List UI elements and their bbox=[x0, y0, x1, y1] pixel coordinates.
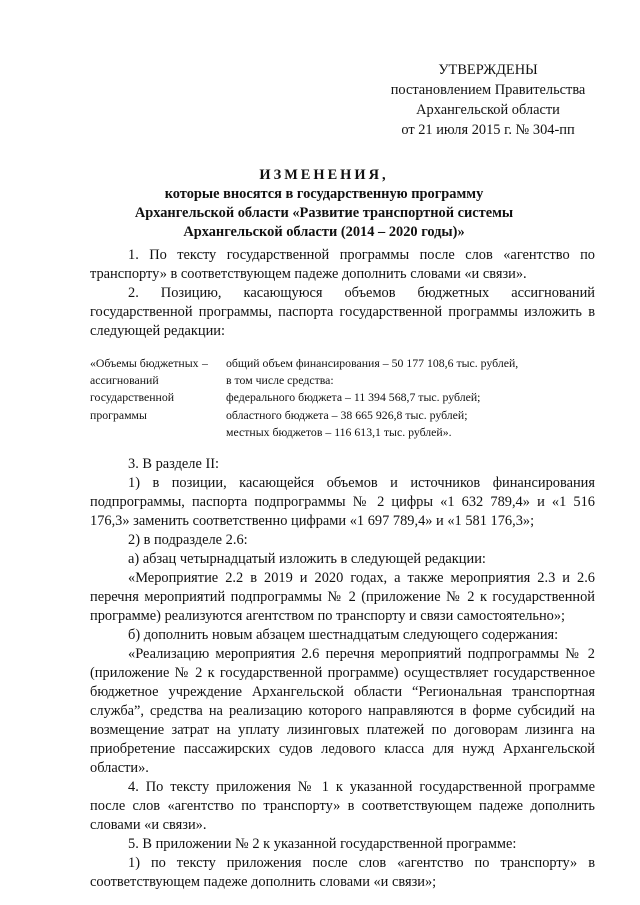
approval-line-by-decree: постановлением Правительства bbox=[390, 82, 586, 98]
document-body bbox=[90, 246, 595, 892]
paragraph-4: 4. По тексту приложения № 1 к указанной государственной программе после слов «агентство по транспорту» в соответствующем падеже дополнить словами «и связи». bbox=[90, 779, 595, 834]
title-heading: ИЗМЕНЕНИЯ, bbox=[259, 167, 389, 183]
funding-federal: федерального бюджета – 11 394 568,7 тыс. рублей; bbox=[226, 390, 481, 405]
funding-table-values bbox=[226, 355, 595, 441]
paragraph-3-1: 1) в позиции, касающейся объемов и источников финансирования подпрограммы, паспорта подпрограммы № 2 цифры «1 632 789,4» и «1 516 176,3» заменить соответственно цифрами «1 697 789,4» и «1 581 176,3»; bbox=[90, 475, 595, 530]
funding-total: общий объем финансирования – 50 177 108,6 тыс. рублей, bbox=[226, 356, 519, 370]
paragraph-3: 3. В разделе II: bbox=[128, 456, 220, 473]
funding-table-label: «Объемы бюджетных ассигнований государственной программы bbox=[90, 356, 199, 422]
title-line-2: Архангельской области «Развитие транспортной системы bbox=[134, 205, 514, 221]
title-line-3: Архангельской области (2014 – 2020 годы)» bbox=[183, 224, 465, 240]
paragraph-1: 1. По тексту государственной программы после слов «агентство по транспорту» в соответствующем падеже дополнить словами «и связи». bbox=[90, 247, 595, 282]
paragraph-3-2-b: б) дополнить новым абзацем шестнадцатым следующего содержания: bbox=[128, 627, 559, 644]
paragraph-5: 5. В приложении № 2 к указанной государственной программе: bbox=[128, 836, 517, 853]
approval-line-date: от 21 июля 2015 г. № 304-пп bbox=[401, 122, 575, 138]
title-line-1: которые вносятся в государственную программу bbox=[164, 186, 484, 202]
funding-table-dash: – bbox=[202, 356, 208, 370]
paragraph-3-2-a-text: «Мероприятие 2.2 в 2019 и 2020 годах, а также мероприятия 2.3 и 2.6 перечня мероприятий подпрограммы № 2 (приложение № 2 к государственной программе) реализуются агентством по транспорту и связи самостоятельно»; bbox=[90, 570, 595, 625]
approval-line-region: Архангельской области bbox=[416, 102, 560, 118]
approval-stamp bbox=[368, 60, 608, 140]
paragraph-3-2-b-text: «Реализацию мероприятия 2.6 перечня мероприятий подпрограммы № 2 (приложение № 2 к государственной программе) осуществляет государственное бюджетное учреждение Архангельской области “Региональная транспортная служба”, средства на реализацию которого направляются в форме субсидий на возмещение затрат на уплату лизинговых платежей по договорам лизинга на приобретение пассажирских судов ледового класса для нужд Архангельской области». bbox=[90, 646, 595, 777]
paragraph-5-1: 1) по тексту приложения после слов «агентство по транспорту» в соответствующем падеже дополнить словами «и связи»; bbox=[90, 855, 595, 891]
approval-line-approved: УТВЕРЖДЕНЫ bbox=[438, 62, 538, 78]
funding-table bbox=[90, 355, 595, 441]
funding-regional: областного бюджета – 38 665 926,8 тыс. рублей; bbox=[226, 407, 468, 422]
paragraph-3-2-a: а) абзац четырнадцатый изложить в следующей редакции: bbox=[128, 551, 486, 568]
paragraph-2: 2. Позицию, касающуюся объемов бюджетных ассигнований государственной программы, паспорта государственной программы изложить в следующей редакции: bbox=[90, 285, 595, 339]
document-title bbox=[60, 166, 588, 242]
funding-local: местных бюджетов – 116 613,1 тыс. рублей». bbox=[226, 424, 452, 439]
funding-sources-caption: в том числе средства: bbox=[226, 373, 334, 388]
paragraph-3-2: 2) в подразделе 2.6: bbox=[128, 532, 248, 549]
